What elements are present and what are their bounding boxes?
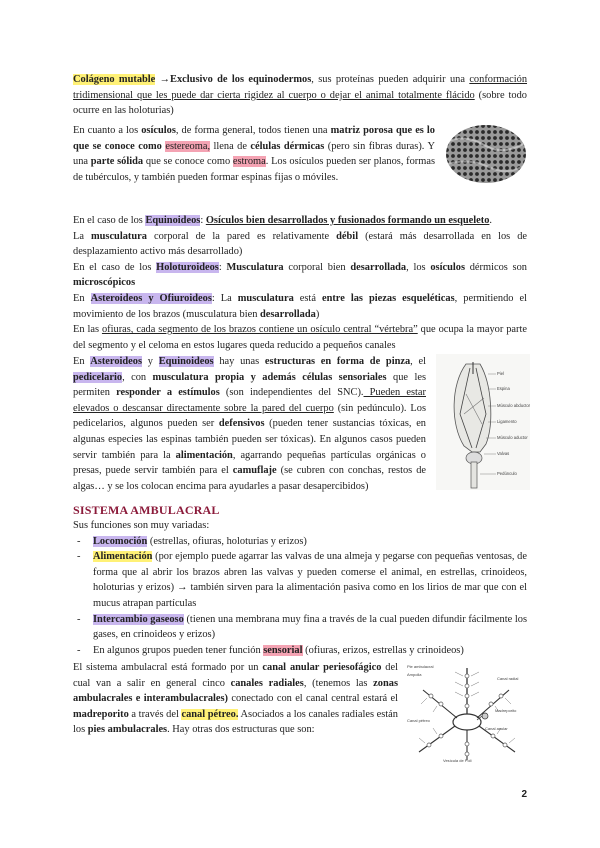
section-heading: SISTEMA AMBULACRAL <box>73 503 220 517</box>
pedicellaria-label: Valvas <box>497 451 510 456</box>
ambulacral-label: Vesícula de Poli <box>443 758 472 763</box>
ambulacral-label: Canal anular <box>485 726 508 731</box>
highlight-estroma: estroma <box>232 156 266 168</box>
equinoideos-line: En el caso de los Equinoideos: Osículos bien desarrollados y fusionados formando un esqueleto. <box>73 215 492 226</box>
ambulacral-label: Madreporito <box>495 708 517 713</box>
ambulacral-label: Canal radial <box>497 676 519 681</box>
pedicellaria-label: Espina <box>497 386 510 391</box>
ambulacral-label: Ampolla <box>407 672 422 677</box>
ossicle-micrograph <box>444 123 528 185</box>
osiculos-paragraph: En cuanto a los osículos, de forma general, todos tienen una matriz porosa que es lo que se conoce como estereoma, llena de células dérmicas (pero sin fibras duras). Y una parte sólida que se conoce como estroma. Los osículos pueden ser planos, formas de tubérculos, y también pueden formar espinas fijas o móviles. <box>73 125 436 183</box>
ambulacral-label: Canal pétreo <box>407 718 430 723</box>
pedicelarios-paragraph: En Asteroideos y Equinoideos hay unas estructuras en forma de pinza, el pedicelario, con musculatura propia y además células sensoriales que les permiten responder a estímulos (son independientes del SNC). Pueden estar elevados o descansar directamente sobre la pared del cuerpo (sin pedúnculo). Los pedicelarios, algunos pueden ser defensivos (pueden tener sustancias tóxicas, en algunas especies las espinas también pueden ser tóxicas). En algunos casos pueden servir también para la alimentación, agarrando pequeñas partículas orgánicas o presas, puede servir también para el camuflaje (se cubren con conchas, restos de algas… y se los colocan encima para ayudarles a pasar desapercibidos) <box>73 356 427 492</box>
ofiuras-line: En las ofiuras, cada segmento de los brazos contiene un osículo central “vértebra” que ocupa la mayor parte del segmento y el celoma en estos lugares queda reducido a pequeños canales <box>73 324 527 351</box>
holoturoideos-line: En el caso de los Holoturoideos: Musculatura corporal bien desarrollada, los osículos dérmicos son microscópicos <box>73 261 527 289</box>
musculatura-debil-line: La musculatura corporal de la pared es relativamente débil (estará más desarrollada en los de desplazamiento activo más desarrollado) <box>73 230 527 258</box>
list-item: - Alimentación (por ejemplo puede agarrar las valvas de una almeja y pegarse con pequeñas ventosas, de forma que al abrir los brazos abren las valvas y pueden comerse el animal, en estrellas, crinoideos, holoturias y erizos) → también sirven para la alimentación pasiva como en los lirios de mar que con el mucus atrapan partículas <box>73 549 527 611</box>
pedicellaria-diagram <box>436 354 530 490</box>
colageno-paragraph: Colágeno mutable →Exclusivo de los equinodermos, sus proteínas pueden adquirir una conformación tridimensional que les puede dar cierta rigidez al cuerpo o dejar el animal totalmente flácido (sobre todo ocurre en las holoturias) <box>73 74 528 117</box>
highlight-estereoma: estereoma, <box>165 140 211 152</box>
ambulacral-system-diagram <box>405 660 529 764</box>
pedicellaria-label: Ligamento <box>497 419 517 424</box>
list-item: - En algunos grupos pueden tener función sensorial (ofiuras, erizos, estrellas y crinoideos) <box>73 643 527 659</box>
page-number: 2 <box>521 789 527 800</box>
funciones-block <box>73 518 527 658</box>
pedicellaria-label: Pedúnculo <box>497 471 517 476</box>
funciones-list <box>73 534 527 659</box>
list-item: - Intercambio gaseoso (tienen una membrana muy fina a través de la cual pueden difundir fácilmente los gases, en crinoideos y erizos) <box>73 612 527 643</box>
funciones-intro: Sus funciones son muy variadas: <box>73 520 210 531</box>
ambulacral-label: Pie ambulacral <box>407 664 434 669</box>
musculatura-section <box>73 213 527 353</box>
list-item: - Locomoción (estrellas, ofiuras, holoturias y erizos) <box>73 534 527 550</box>
term-colageno: Colágeno mutable <box>73 74 156 85</box>
pedicellaria-label: Músculo abductor <box>497 403 530 408</box>
sistema-paragraph: El sistema ambulacral está formado por un canal anular periesofágico del cual van a salir en general cinco canales radiales, (tenemos las zonas ambulacrales e interambulacrales) conectado con el canal central estará el madreporito a través del canal pétreo. Asociados a los canales radiales están los pies ambulacrales. Hay otras dos estructuras que son: <box>73 662 398 736</box>
pedicellaria-label: Músculo aductor <box>497 435 528 440</box>
asteroideos-line: En Asteroideos y Ofiuroideos: La musculatura está entre las piezas esqueléticas, permitiendo el movimiento de los brazos (musculatura bien desarrollada) <box>73 292 527 320</box>
pedicellaria-label: Piel <box>497 371 504 376</box>
